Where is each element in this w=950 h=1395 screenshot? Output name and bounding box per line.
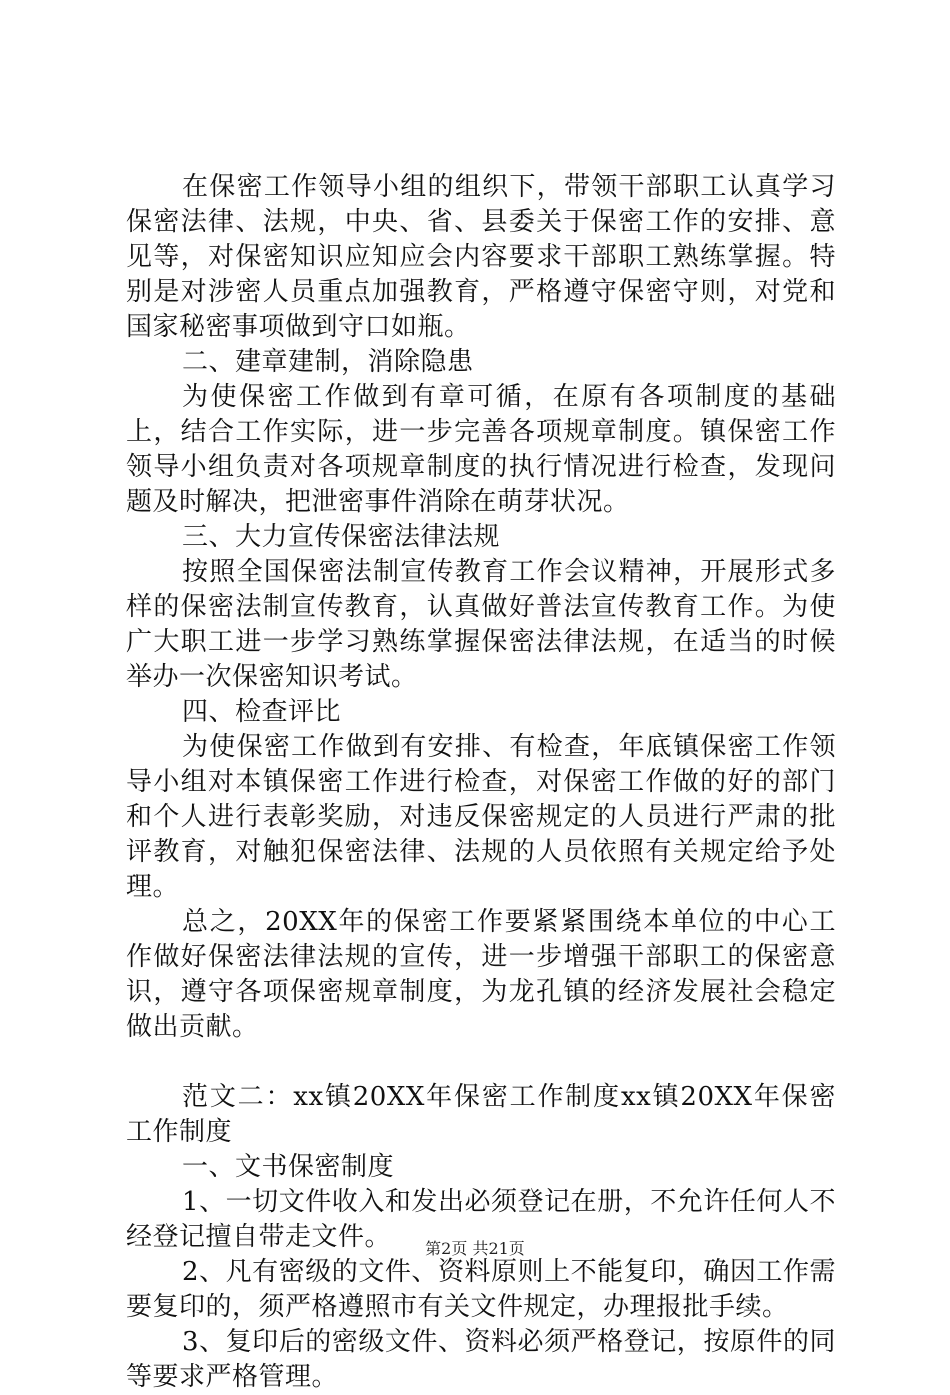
- article-title: 范文二：xx镇20XX年保密工作制度xx镇20XX年保密工作制度: [126, 1082, 836, 1147]
- paragraph: 1、一切文件收入和发出必须登记在册，不允许任何人不经登记擅自带走文件。: [126, 1187, 836, 1252]
- paragraph-gap: [126, 1045, 836, 1080]
- section-heading: 四、检查评比: [182, 697, 342, 727]
- paragraph: 2、凡有密级的文件、资料原则上不能复印，确因工作需要复印的，须严格遵照市有关文件规定，办理报批手续。: [126, 1257, 836, 1322]
- paragraph: 在保密工作领导小组的组织下，带领干部职工认真学习保密法律、法规，中央、省、县委关于保密工作的安排、意见等，对保密知识应知应会内容要求干部职工熟练掌握。特别是对涉密人员重点加强教育，严格遵守保密守则，对党和国家秘密事项做到守口如瓶。: [126, 172, 836, 342]
- paragraph: 为使保密工作做到有安排、有检查，年底镇保密工作领导小组对本镇保密工作进行检查，对保密工作做的好的部门和个人进行表彰奖励，对违反保密规定的人员进行严肃的批评教育，对触犯保密法律、法规的人员依照有关规定给予处理。: [126, 732, 836, 902]
- section-heading: 一、文书保密制度: [182, 1152, 395, 1182]
- paragraph: 总之，20XX年的保密工作要紧紧围绕本单位的中心工作做好保密法律法规的宣传，进一步增强干部职工的保密意识，遵守各项保密规章制度，为龙孔镇的经济发展社会稳定做出贡献。: [126, 907, 836, 1042]
- paragraph: 3、复印后的密级文件、资料必须严格登记，按原件的同等要求严格管理。: [126, 1327, 836, 1392]
- paragraph: 按照全国保密法制宣传教育工作会议精神，开展形式多样的保密法制宣传教育，认真做好普法宣传教育工作。为使广大职工进一步学习熟练掌握保密法律法规，在适当的时候举办一次保密知识考试。: [126, 557, 836, 692]
- paragraph: 为使保密工作做到有章可循，在原有各项制度的基础上，结合工作实际，进一步完善各项规章制度。镇保密工作领导小组负责对各项规章制度的执行情况进行检查，发现问题及时解决，把泄密事件消除在萌芽状况。: [126, 382, 836, 517]
- section-heading: 二、建章建制，消除隐患: [182, 347, 474, 377]
- page-number-footer: 第2页 共21页: [425, 1239, 525, 1258]
- document-body: [126, 170, 836, 1395]
- section-heading: 三、大力宣传保密法律法规: [182, 522, 501, 552]
